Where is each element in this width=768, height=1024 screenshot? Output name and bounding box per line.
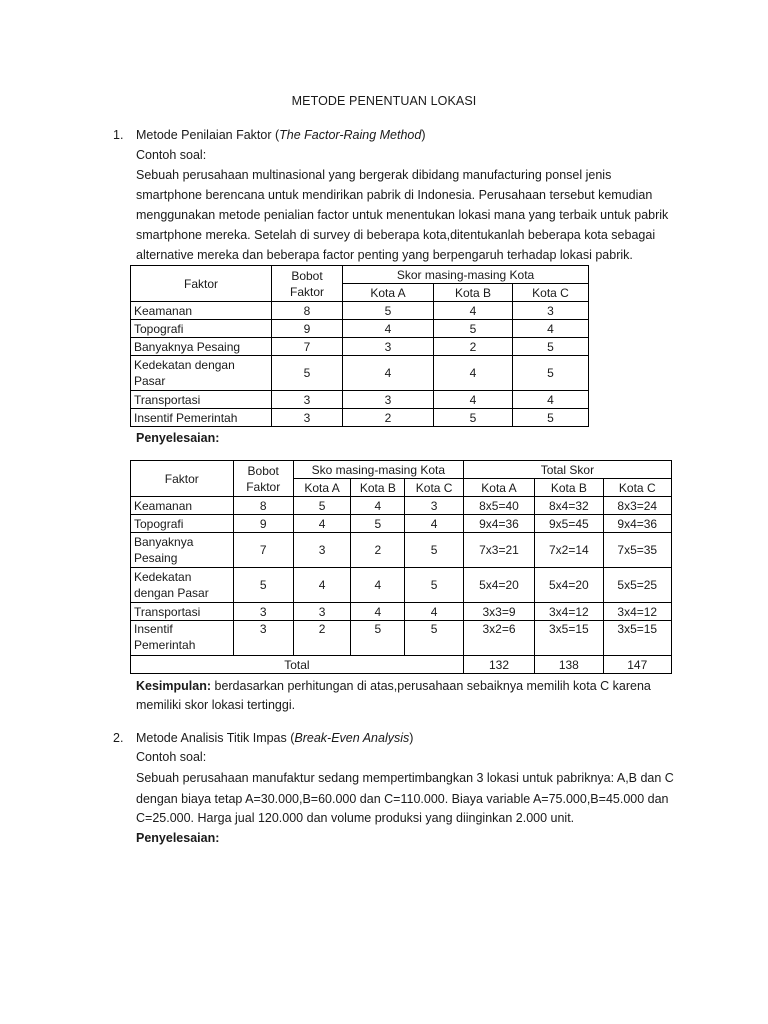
header-skor: Sko masing-masing Kota (293, 461, 463, 479)
heading-text: Metode Penilaian Faktor ( (136, 128, 280, 142)
cell-faktor: Topografi (131, 320, 272, 338)
cell-c: 4 (513, 391, 589, 409)
cell-c: 5 (513, 338, 589, 356)
table-row (131, 515, 672, 533)
cell-b: 5 (434, 320, 513, 338)
cell-bobot: 8 (233, 497, 293, 515)
cell-c: 5 (513, 409, 589, 427)
cell-bobot: 5 (272, 356, 343, 391)
cell-b: 5 (351, 621, 405, 656)
cell-c: 5 (405, 568, 463, 603)
cell-faktor: Kedekatan dengan Pasar (131, 356, 272, 391)
cell-bobot: 8 (272, 302, 343, 320)
cell-faktor: Kedekatan dengan Pasar (131, 568, 234, 603)
total-b: 138 (535, 656, 603, 674)
cell-faktor: Banyaknya Pesaing (131, 533, 234, 568)
contoh-soal-label: Contoh soal: (136, 750, 207, 764)
table-row (131, 302, 589, 320)
cell-a: 2 (343, 409, 434, 427)
total-row (131, 656, 672, 674)
table-row (131, 603, 672, 621)
cell-c: 4 (405, 515, 463, 533)
cell-total-c: 3x4=12 (603, 603, 671, 621)
cell-total-c: 5x5=25 (603, 568, 671, 603)
cell-bobot: 5 (233, 568, 293, 603)
cell-b: 5 (434, 409, 513, 427)
paragraph-line: Sebuah perusahaan manufaktur sedang mempertimbangkan 3 lokasi untuk pabriknya: A,B dan C (136, 771, 674, 785)
cell-total-c: 7x5=35 (603, 533, 671, 568)
cell-b: 4 (351, 568, 405, 603)
cell-b: 4 (434, 356, 513, 391)
kesimpulan-text: berdasarkan perhitungan di atas,perusahaan sebaiknya memilih kota C karena (211, 679, 651, 693)
cell-bobot: 3 (272, 391, 343, 409)
factor-table (130, 265, 589, 427)
cell-total-a: 8x5=40 (463, 497, 534, 515)
contoh-soal-label: Contoh soal: (136, 148, 207, 162)
cell-a: 3 (343, 338, 434, 356)
cell-faktor: Insentif Pemerintah (131, 621, 234, 656)
cell-total-a: 7x3=21 (463, 533, 534, 568)
cell-total-b: 5x4=20 (535, 568, 603, 603)
cell-total-a: 9x4=36 (463, 515, 534, 533)
cell-total-b: 9x5=45 (535, 515, 603, 533)
kesimpulan-label: Kesimpulan: (136, 679, 212, 693)
cell-c: 5 (405, 533, 463, 568)
cell-a: 3 (293, 603, 350, 621)
cell-total-a: 3x3=9 (463, 603, 534, 621)
paragraph-line: C=25.000. Harga jual 120.000 dan volume produksi yang diinginkan 2.000 unit. (136, 811, 575, 825)
header-kota-c: Kota C (513, 284, 589, 302)
cell-total-c: 8x3=24 (603, 497, 671, 515)
cell-bobot: 7 (272, 338, 343, 356)
cell-total-c: 9x4=36 (603, 515, 671, 533)
header-total-c: Kota C (603, 479, 671, 497)
table-row (131, 391, 589, 409)
cell-a: 5 (293, 497, 350, 515)
total-score-table (130, 460, 672, 674)
cell-b: 5 (351, 515, 405, 533)
cell-a: 4 (343, 356, 434, 391)
cell-a: 4 (293, 515, 350, 533)
heading-suffix: ) (421, 128, 426, 142)
header-faktor: Faktor (131, 461, 234, 497)
cell-a: 3 (343, 391, 434, 409)
header-kota-b: Kota B (434, 284, 513, 302)
table-row (131, 497, 672, 515)
total-a: 132 (463, 656, 534, 674)
table-row (131, 356, 589, 391)
heading-italic: The Factor-Raing Method (279, 128, 422, 142)
section-1-number: 1. (113, 128, 124, 142)
cell-c: 3 (513, 302, 589, 320)
table-row (131, 338, 589, 356)
header-total-a: Kota A (463, 479, 534, 497)
header-kota-c: Kota C (405, 479, 463, 497)
paragraph-line: dengan biaya tetap A=30.000,B=60.000 dan C=110.000. Biaya variable A=75.000,B=45.000 dan (136, 792, 669, 806)
cell-faktor: Keamanan (131, 497, 234, 515)
penyelesaian-label: Penyelesaian: (136, 431, 220, 445)
cell-faktor: Transportasi (131, 603, 234, 621)
kesimpulan-line-2: memiliki skor lokasi tertinggi. (136, 698, 296, 712)
header-kota-b: Kota B (351, 479, 405, 497)
paragraph-line: Sebuah perusahaan multinasional yang bergerak dibidang manufacturing ponsel jenis (136, 168, 612, 182)
cell-bobot: 3 (233, 603, 293, 621)
cell-a: 4 (293, 568, 350, 603)
penyelesaian-label: Penyelesaian: (136, 831, 220, 845)
cell-bobot: 9 (272, 320, 343, 338)
cell-faktor: Topografi (131, 515, 234, 533)
cell-total-b: 8x4=32 (535, 497, 603, 515)
table-row (131, 533, 672, 568)
header-bobot: Bobot Faktor (233, 461, 293, 497)
table-row (131, 621, 672, 656)
header-total: Total Skor (463, 461, 671, 479)
cell-bobot: 3 (233, 621, 293, 656)
cell-c: 5 (513, 356, 589, 391)
kesimpulan (136, 677, 651, 695)
cell-a: 3 (293, 533, 350, 568)
cell-bobot: 3 (272, 409, 343, 427)
heading-italic: Break-Even Analysis (294, 731, 410, 745)
cell-faktor: Banyaknya Pesaing (131, 338, 272, 356)
cell-a: 4 (343, 320, 434, 338)
table-row (131, 568, 672, 603)
heading-suffix: ) (409, 731, 414, 745)
cell-total-c: 3x5=15 (603, 621, 671, 656)
header-faktor: Faktor (131, 266, 272, 302)
heading-text: Metode Analisis Titik Impas ( (136, 731, 295, 745)
cell-a: 5 (343, 302, 434, 320)
section-2-number: 2. (113, 731, 124, 745)
cell-c: 5 (405, 621, 463, 656)
cell-c: 4 (513, 320, 589, 338)
cell-total-a: 5x4=20 (463, 568, 534, 603)
total-label: Total (131, 656, 464, 674)
paragraph-line: smartphone mereka. Setelah di survey di beberapa kota,ditentukanlah beberapa kota sebagai (136, 228, 656, 242)
cell-a: 2 (293, 621, 350, 656)
cell-total-a: 3x2=6 (463, 621, 534, 656)
section-2-heading (136, 729, 413, 747)
cell-c: 4 (405, 603, 463, 621)
header-total-b: Kota B (535, 479, 603, 497)
cell-faktor: Transportasi (131, 391, 272, 409)
cell-faktor: Keamanan (131, 302, 272, 320)
header-kota-a: Kota A (343, 284, 434, 302)
cell-bobot: 7 (233, 533, 293, 568)
cell-total-b: 3x5=15 (535, 621, 603, 656)
cell-c: 3 (405, 497, 463, 515)
table-row (131, 320, 589, 338)
header-bobot: Bobot Faktor (272, 266, 343, 302)
cell-faktor: Insentif Pemerintah (131, 409, 272, 427)
cell-b: 2 (351, 533, 405, 568)
cell-total-b: 7x2=14 (535, 533, 603, 568)
cell-b: 4 (351, 497, 405, 515)
cell-total-b: 3x4=12 (535, 603, 603, 621)
paragraph-line: smartphone berencana untuk mendirikan pabrik di Indonesia. Perusahaan tersebut kemudian (136, 188, 653, 202)
page-title: METODE PENENTUAN LOKASI (291, 94, 477, 108)
cell-b: 2 (434, 338, 513, 356)
paragraph-line: alternative mereka dan beberapa factor penting yang berpengaruh terhadap lokasi pabrik. (136, 248, 633, 262)
paragraph-line: menggunakan metode penialian factor untuk menentukan lokasi mana yang terbaik untuk pabrik (136, 208, 669, 222)
cell-bobot: 9 (233, 515, 293, 533)
section-1-heading (136, 126, 426, 144)
cell-b: 4 (351, 603, 405, 621)
cell-b: 4 (434, 391, 513, 409)
header-kota-a: Kota A (293, 479, 350, 497)
total-c: 147 (603, 656, 671, 674)
cell-b: 4 (434, 302, 513, 320)
table-row (131, 409, 589, 427)
header-skor: Skor masing-masing Kota (343, 266, 589, 284)
